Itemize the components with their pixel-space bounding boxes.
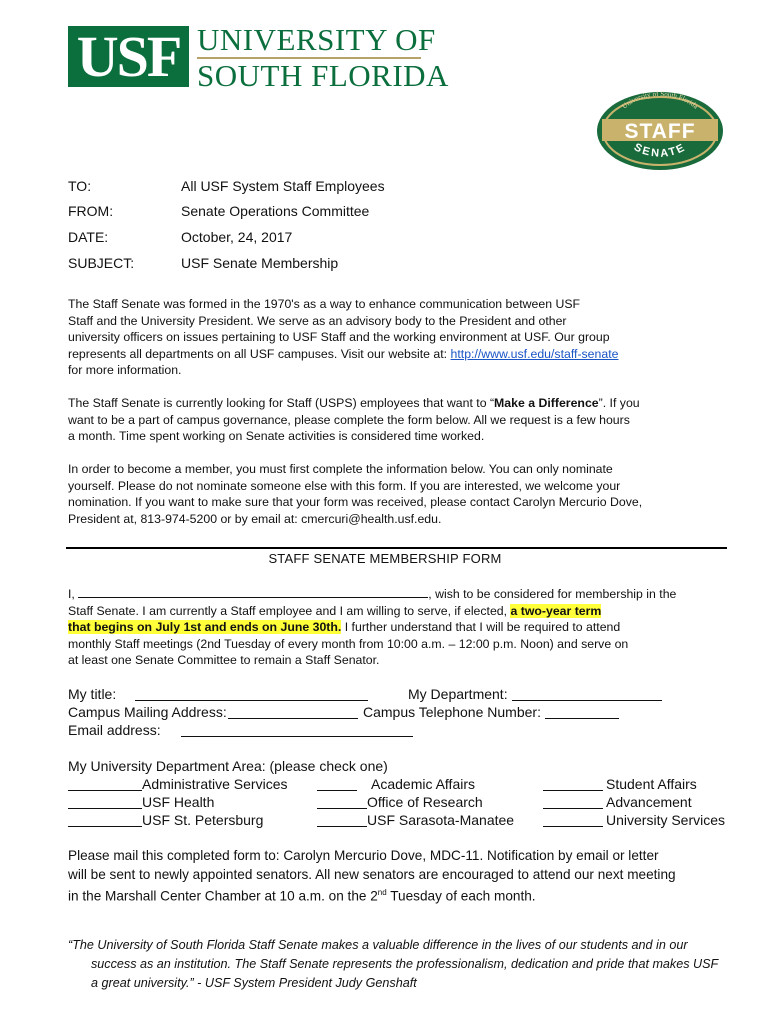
checkbox-advancement[interactable] [543,796,603,809]
to-label: TO: [68,178,92,194]
area-advancement: Advancement [606,794,692,810]
membership-statement: I, , wish to be considered for membership in the Staff Senate. I am currently a Staff employee and I am willing to serve, if elected, a two-year term that begins on July 1st and ends on June 30th. I further understand that I will be required to attend monthly Staff meetings (2nd Tuesday of every month from 10:00 a.m. – 12:00 p.m. Noon) and serve on at least one Senate Committee to remain a Staff Senator. [68,587,677,668]
area-univ-services: University Services [606,812,726,828]
email-label: Email address: [68,722,161,738]
campus-phone-field[interactable] [545,706,619,719]
mailing-instructions: Please mail this completed form to: Carolyn Mercurio Dove, MDC-11. Notification by email or letter will be sent to newly appointed senators. All new senators are encouraged to attend our next meeting in the Marshall Center Chamber at 10 a.m. on the 2nd Tuesday of each month. [68,848,676,904]
area-academic: Academic Affairs [371,776,476,792]
my-title-label: My title: [68,686,117,702]
seal-main-text: STAFF [624,120,696,143]
checkbox-health[interactable] [68,796,142,809]
area-student: Student Affairs [606,776,697,792]
my-department-label: My Department: [408,686,508,702]
to-value: All USF System Staff Employees [181,178,385,194]
campus-mailing-field[interactable] [228,706,358,719]
area-health: USF Health [142,794,215,810]
usf-logo-mark: USF [68,26,189,87]
area-heading: My University Department Area: (please check one) [68,758,388,774]
date-value: October, 24, 2017 [181,229,293,245]
area-research: Office of Research [367,794,483,810]
seal-top-text: University of South Florida [620,90,700,111]
campus-phone-label: Campus Telephone Number: [363,704,541,720]
from-label: FROM: [68,203,114,219]
president-quote: “The University of South Florida Staff Senate makes a valuable difference in the lives of our students and in our success as an institution. The Staff Senate represents the professionalism, dedication and pride that makes USF a great university.” - USF System President Judy Genshaft [68,938,719,990]
campus-mailing-label: Campus Mailing Address: [68,704,227,720]
checkbox-univ-services[interactable] [543,814,603,827]
logo-south-florida: SOUTH FLORIDA [197,58,449,93]
area-sarasota: USF Sarasota-Manatee [367,812,515,828]
logo-university-of: UNIVERSITY OF [197,22,436,57]
checkbox-stpete[interactable] [68,814,142,827]
my-title-field[interactable] [135,688,368,701]
subject-value: USF Senate Membership [181,255,339,271]
intro-paragraph-2: The Staff Senate is currently looking for Staff (USPS) employees that want to “Make a Difference”. If you want to be a part of campus governance, please complete the form below. All we request is a few hours a month. Time spent working on Senate activities is considered time worked. [68,396,640,444]
name-field[interactable] [78,585,428,598]
form-divider [66,547,727,549]
from-value: Senate Operations Committee [181,203,370,219]
checkbox-research[interactable] [317,796,367,809]
date-label: DATE: [68,229,109,245]
checkbox-admin[interactable] [68,778,142,791]
my-department-field[interactable] [512,688,662,701]
intro-paragraph-1: The Staff Senate was formed in the 1970's as a way to enhance communication between USF Staff and the University President. We serve as an advisory body to the President and other university officers on issues pertaining to USF Staff and the working environment at USF. Our group represents all departments on all USF campuses. Visit our website at: http://www.usf.edu/staff-senate for more information. [68,297,619,378]
staff-senate-seal [594,90,726,172]
area-admin: Administrative Services [142,776,288,792]
intro-paragraph-3: In order to become a member, you must first complete the information below. You can only nominate yourself. Please do not nominate someone else with this form. If you are interested, we welcome your nomination. If you want to make sure that your form was received, please contact Carolyn Mercurio Dove, President at, 813-974-5200 or by email at: cmercuri@health.usf.edu. [68,462,643,526]
checkbox-sarasota[interactable] [317,814,367,827]
email-field[interactable] [181,724,413,737]
seal-bottom-text: SENATE [631,141,689,160]
area-stpete: USF St. Petersburg [142,812,264,828]
subject-label: SUBJECT: [68,255,135,271]
staff-senate-website-link[interactable]: http://www.usf.edu/staff-senate [450,346,619,361]
checkbox-academic[interactable] [317,778,357,791]
checkbox-student[interactable] [543,778,603,791]
form-title: STAFF SENATE MEMBERSHIP FORM [268,551,502,566]
